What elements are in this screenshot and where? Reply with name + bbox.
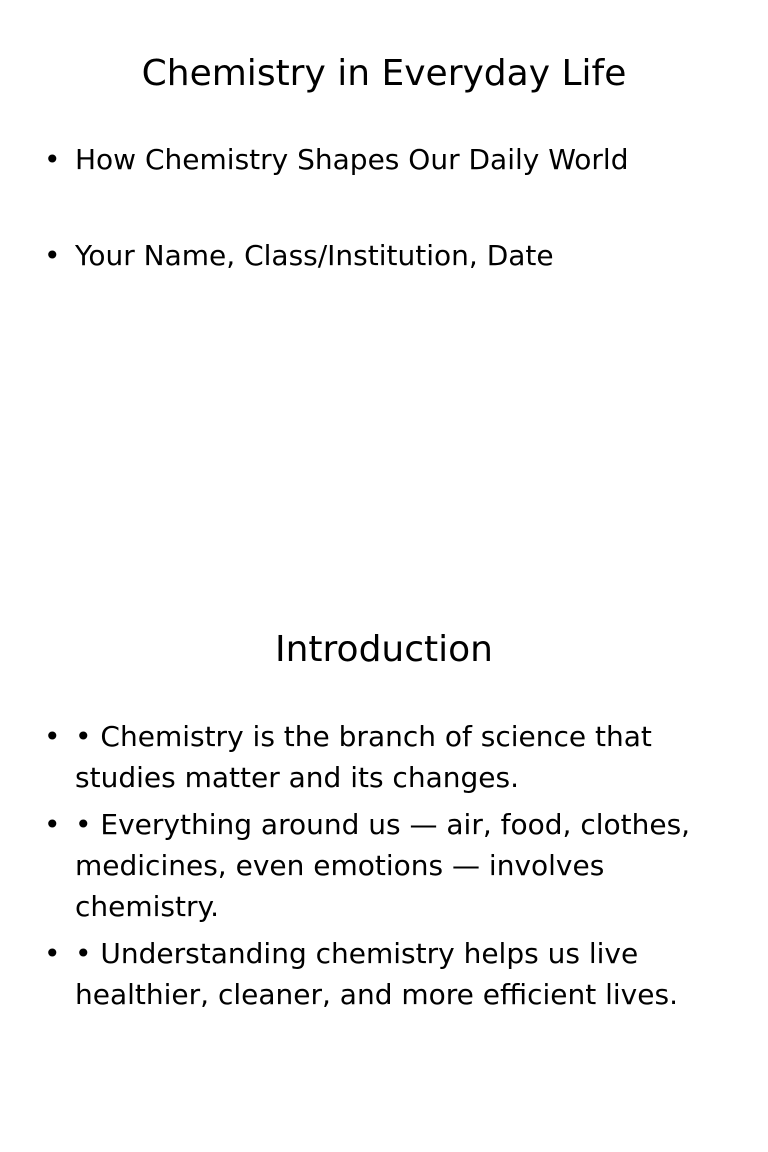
bullet-icon: • (44, 720, 61, 753)
bullet-text: • Chemistry is the branch of science that studies matter and its changes. (75, 720, 652, 794)
list-item (44, 138, 744, 182)
slide-title: Chemistry in Everyday Life (141, 53, 627, 94)
bullet-text: • Everything around us — air, food, clothes, medicines, even emotions — involves chemistry. (75, 808, 691, 923)
bullet-list (44, 716, 744, 1021)
slide-title: Introduction (274, 629, 493, 670)
list-item (44, 804, 744, 927)
bullet-icon: • (44, 808, 61, 841)
list-item (44, 234, 744, 278)
bullet-text: How Chemistry Shapes Our Daily World (75, 143, 629, 176)
list-item (44, 716, 744, 798)
bullet-icon: • (44, 239, 61, 272)
bullet-text: Your Name, Class/Institution, Date (75, 239, 554, 272)
slide-introduction (0, 576, 768, 1152)
bullet-icon: • (44, 937, 61, 970)
bullet-text: • Understanding chemistry helps us live healthier, cleaner, and more efficient lives. (75, 937, 678, 1011)
list-item (44, 933, 744, 1015)
bullet-icon: • (44, 143, 61, 176)
bullet-list (44, 138, 744, 278)
